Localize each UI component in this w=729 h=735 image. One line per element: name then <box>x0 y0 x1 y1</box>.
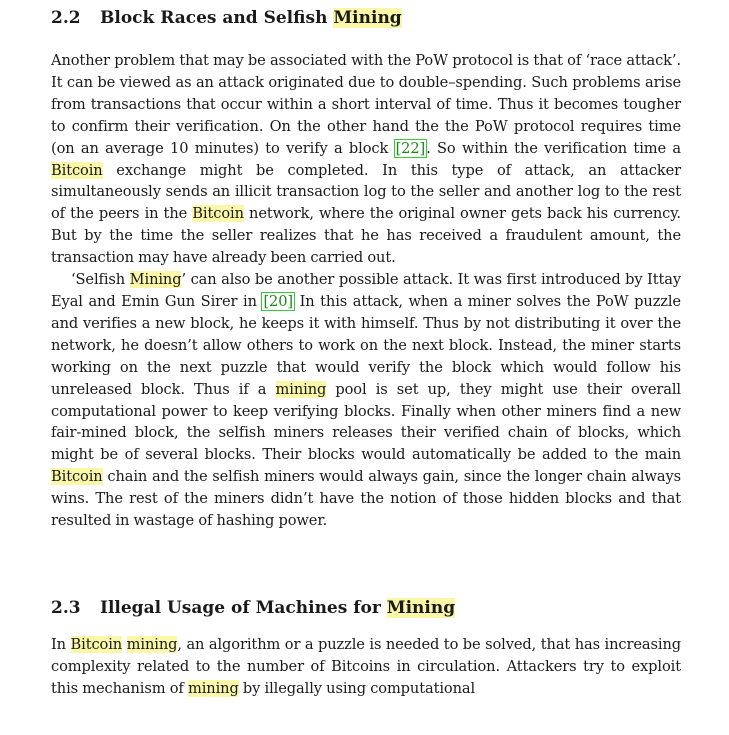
search-highlight: Bitcoin <box>51 161 103 179</box>
text-run <box>122 636 127 653</box>
text-run: In <box>51 636 71 653</box>
text-run: ’ can also be another possible attack. It was first introduced by Ittay Eyal and Emin Gun Sirer in <box>51 271 681 310</box>
text-run: exchange might be completed. In this type of attack, an attacker simultaneously sends an illicit transaction log to the seller and another log to the rest of the peers in the <box>51 161 681 223</box>
search-highlight: Mining <box>333 8 402 28</box>
section-2-3 <box>51 596 681 700</box>
search-highlight: Bitcoin <box>70 636 123 653</box>
section-heading <box>51 6 681 30</box>
search-highlight: Bitcoin <box>192 205 244 223</box>
paragraph-race-attack <box>51 50 681 269</box>
text-run: pool is set up, they might use their overall computational power to keep verifying blocks. Finally when other miners find a new fair-mined block, the selfish miners releases their verified chain of blocks, which might be of several blocks. Their blocks would automatically be added to the main <box>51 380 681 464</box>
search-highlight: Mining <box>129 271 182 289</box>
citation-link[interactable]: [22] <box>395 139 426 157</box>
text-run: ‘Selfish <box>71 271 130 289</box>
search-highlight: mining <box>187 679 239 697</box>
paragraph-selfish-mining <box>51 269 681 532</box>
text-run: chain and the selfish miners would always gain, since the longer chain always wins. The rest of the miners didn’t have the notion of those hidden blocks and that resulted in wastage of hashing power. <box>51 468 681 530</box>
section-2-2 <box>51 6 681 532</box>
section-heading <box>51 596 681 620</box>
section-number: 2.3 <box>51 598 81 618</box>
document-page <box>51 6 682 697</box>
text-run: In this attack, when a miner solves the PoW puzzle and verifies a new block, he keeps it with himself. Thus by not distributing it over the network, he doesn’t allow others to work on the next block. Instead, the miner starts working on the next puzzle that would verify the block which would follow his unreleased block. Thus if a <box>51 292 681 398</box>
search-highlight: Bitcoin <box>51 468 103 486</box>
text-run: . So within the verification time a <box>426 139 681 157</box>
search-highlight: mining <box>126 636 178 653</box>
search-highlight: mining <box>275 380 327 398</box>
text-run: Another problem that may be associated with the PoW protocol is that of ‘race attack’. It can be viewed as an attack originated due to double–spending. Such problems arise from transactions that occur within a short interval of time. Thus it becomes tougher to confirm their verification. On the other hand the the PoW protocol requires time (on an average 10 minutes) to verify a block <box>51 52 681 157</box>
citation-link[interactable]: [20] <box>263 292 294 310</box>
text-run: , an algorithm or a puzzle is needed to be solved, that has increasing complexity related to the number of Bitcoins in circulation. Attackers try to exploit this mechanism of <box>51 636 682 697</box>
paragraph-illegal-usage <box>51 634 681 700</box>
text-run: by illegally using computational <box>238 679 476 697</box>
text-run: network, where the original owner gets back his currency. But by the time the seller realizes that he has received a fraudulent amount, the transaction may have already been carried out. <box>51 205 681 267</box>
search-highlight: Mining <box>386 598 456 618</box>
section-title: Block Races and Selfish <box>100 8 334 28</box>
section-title: Illegal Usage of Machines for <box>100 598 387 618</box>
section-number: 2.2 <box>51 8 81 28</box>
